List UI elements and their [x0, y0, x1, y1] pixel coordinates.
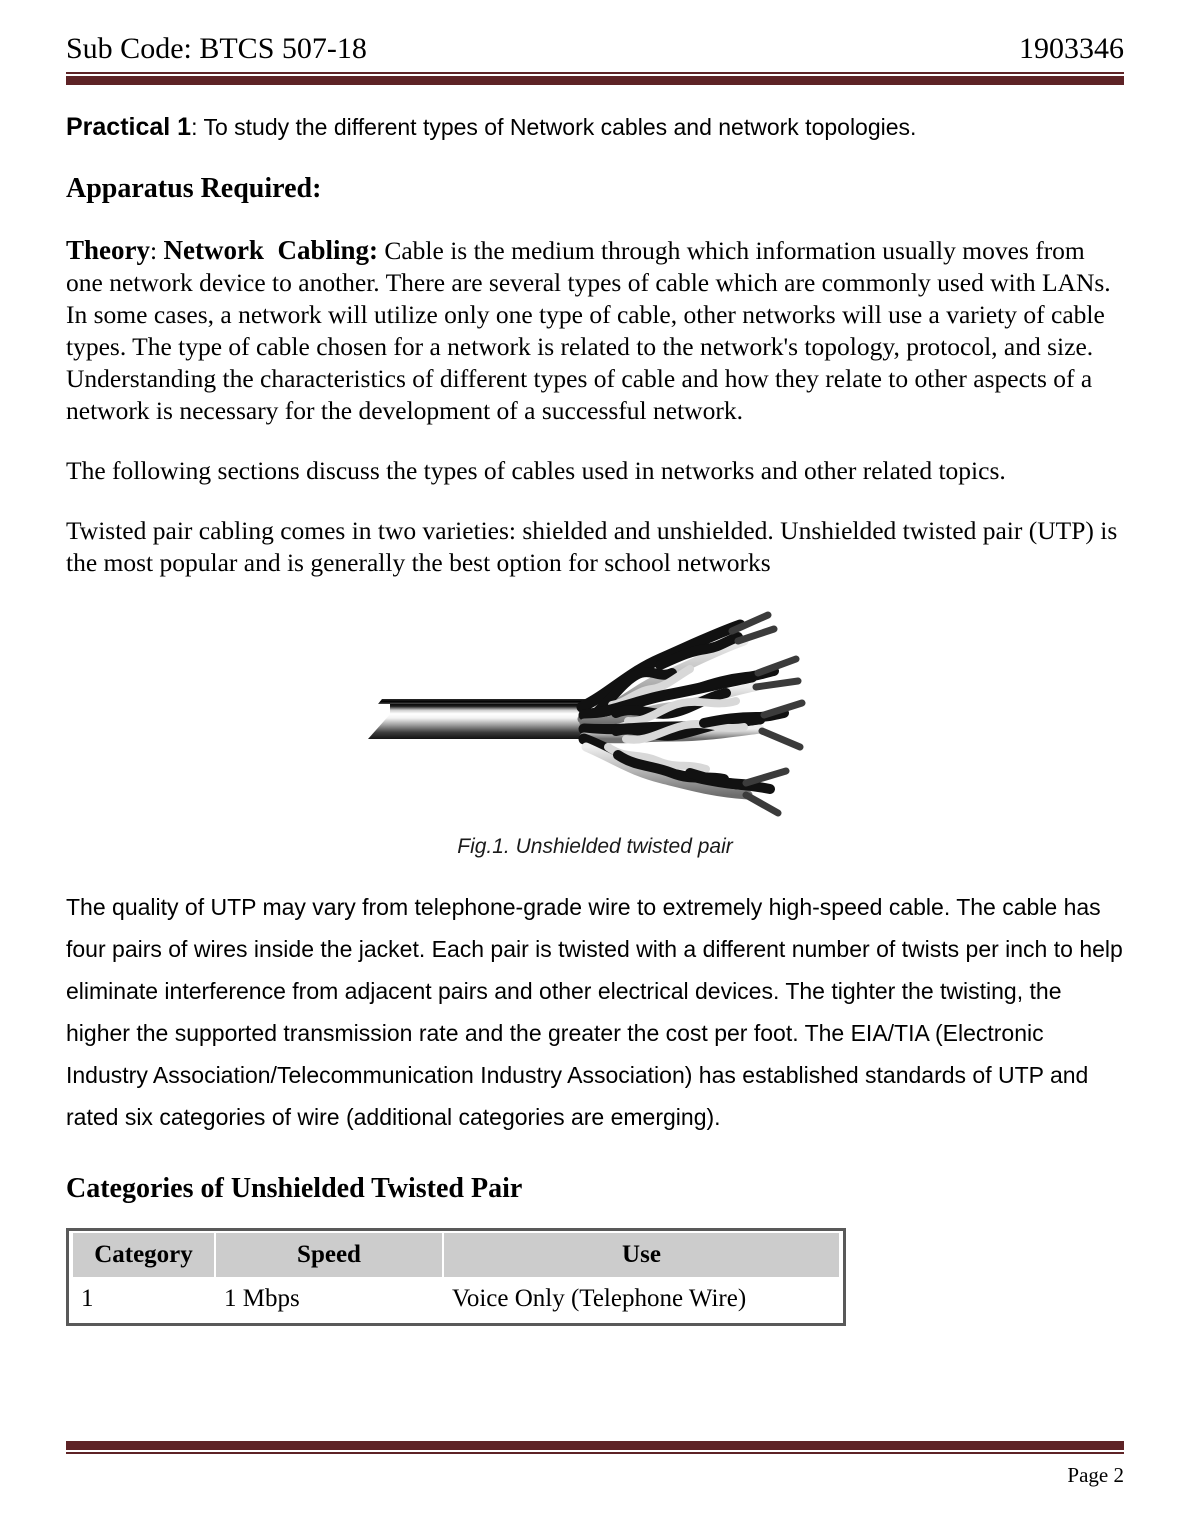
table-header-use: Use — [444, 1233, 839, 1277]
header-divider — [66, 72, 1124, 85]
practical-label: Practical 1 — [66, 113, 192, 141]
table-cell-use: Voice Only (Telephone Wire) — [444, 1277, 839, 1321]
page-content — [66, 112, 1124, 1326]
header-subject-code: Sub Code: BTCS 507-18 — [66, 32, 367, 65]
header-roll-number: 1903346 — [1019, 32, 1124, 65]
utp-cable-svg — [360, 607, 830, 822]
utp-categories-table-wrapper — [66, 1228, 846, 1326]
header-rule-thick — [66, 76, 1124, 85]
paragraph-utp-quality: The quality of UTP may vary from telephone-grade wire to extremely high-speed cable. The cable has four pairs of wires inside the jacket. Each pair is twisted with a different number of twists per inch to help eliminate interference from adjacent pairs and other electrical devices. The tighter the twisting, the higher the supported transmission rate and the greater the cost per foot. The EIA/TIA (Electronic Industry Association/Telecommunication Industry Association) has established standards of UTP and rated six categories of wire (additional categories are emerging). — [66, 894, 1123, 1130]
theory-topic: Network Cabling: — [163, 235, 378, 265]
theory-separator: : — [150, 236, 164, 265]
paragraph-twisted-pair: Twisted pair cabling comes in two varieties: shielded and unshielded. Unshielded twisted pair (UTP) is the most popular and is generally the best option for school networks — [66, 516, 1118, 577]
table-row — [73, 1277, 839, 1321]
categories-heading: Categories of Unshielded Twisted Pair — [66, 1173, 523, 1204]
table-header-row — [73, 1233, 839, 1277]
utp-categories-table — [71, 1233, 841, 1321]
table-header-category: Category — [73, 1233, 214, 1277]
table-cell-speed: 1 Mbps — [216, 1277, 442, 1321]
figure-block — [66, 607, 1124, 860]
theory-label: Theory — [66, 235, 150, 265]
footer-rule-thin — [66, 1452, 1124, 1454]
practical-line — [66, 112, 1124, 142]
footer-divider — [66, 1441, 1124, 1454]
footer-rule-thick — [66, 1441, 1124, 1450]
figure-caption: Fig.1. Unshielded twisted pair — [457, 835, 733, 858]
table-body — [73, 1277, 839, 1321]
header-row — [66, 30, 1124, 68]
footer-page-number: Page 2 — [1067, 1463, 1124, 1487]
paragraph-following-sections: The following sections discuss the types of cables used in networks and other related topics. — [66, 456, 1006, 485]
page-header — [66, 30, 1124, 85]
table-header-speed: Speed — [216, 1233, 442, 1277]
apparatus-heading: Apparatus Required: — [66, 173, 322, 204]
theory-body-text: Cable is the medium through which information usually moves from one network device to another. There are several types of cable which are commonly used with LANs. In some cases, a network will utilize only one type of cable, other networks will use a variety of cable types. The type of cable chosen for a network is related to the network's topology, protocol, and size. Understanding the characteristics of different types of cable and how they relate to other aspects of a network is necessary for the development of a successful network. — [66, 236, 1111, 425]
theory-paragraph — [66, 234, 1124, 427]
table-head — [73, 1233, 839, 1277]
utp-cable-icon — [360, 607, 830, 822]
practical-description: : To study the different types of Network cables and network topologies. — [191, 114, 917, 140]
table-cell-category: 1 — [73, 1277, 214, 1321]
page-footer — [66, 1441, 1124, 1488]
